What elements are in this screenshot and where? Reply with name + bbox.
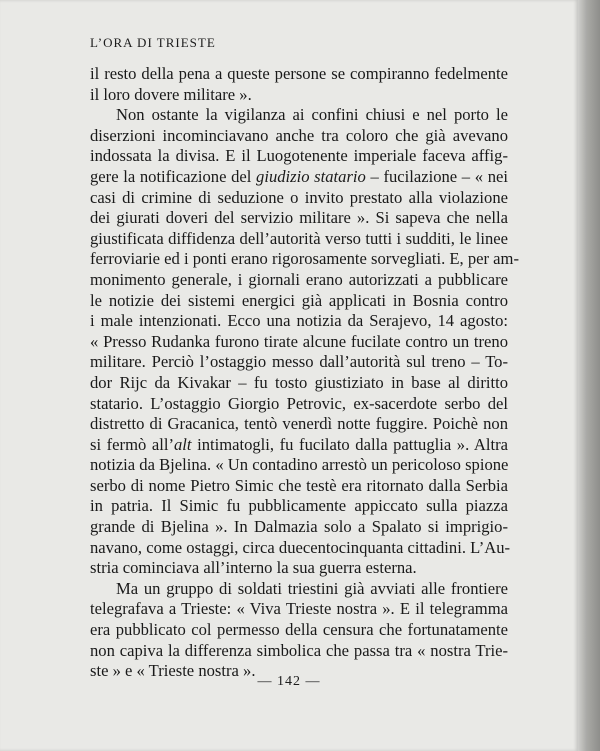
text-line: diserzioni incominciavano anche tra coloro che già avevano xyxy=(90,125,508,145)
text-line: telegrafava a Trieste: « Viva Trieste nostra ». E il telegramma xyxy=(90,599,508,619)
text-line: il resto della pena a queste persone se compiranno fedelmente xyxy=(90,64,508,83)
text-line: Ma un gruppo di soldati triestini già avviati alle frontiere xyxy=(116,578,508,598)
text-line: notizia da Bjelina. « Un contadino arrestò un pericoloso spione xyxy=(90,455,509,475)
text-line: Non ostante la vigilanza ai confini chiusi e nel porto le xyxy=(116,105,508,125)
text-line: ferroviarie ed i ponti erano rigorosamente sorvegliati. E, per am- xyxy=(90,249,519,269)
text-line: grande di Bjelina ». In Dalmazia solo a Spalato si imprigio- xyxy=(90,517,508,537)
text-line: militare. Perciò l’ostaggio messo dall’autorità sul treno – To- xyxy=(90,352,508,372)
text-line: dor Rijc da Kivakar – fu tosto giustiziato in base al diritto xyxy=(90,372,508,392)
text-line: si fermò all’alt intimatogli, fu fucilato dalla pattuglia ». Altra xyxy=(90,434,508,454)
text-line: gere la notificazione del giudizio statario – fucilazione – « nei xyxy=(90,166,508,186)
text-line: serbo di nome Pietro Simic che testè era ritornato dalla Serbia xyxy=(90,475,508,495)
text-line: « Presso Rudanka furono tirate alcune fucilate contro un treno xyxy=(90,331,508,351)
page-edge-shadow xyxy=(578,0,600,751)
text-line: distretto di Gracanica, tentò venerdì notte fuggire. Poichè non xyxy=(90,414,508,434)
text-line: casi di crimine di seduzione o invito prestato alla violazione xyxy=(90,187,508,207)
text-line: navano, come ostaggi, circa duecentocinquanta cittadini. L’Au- xyxy=(90,537,511,557)
text-line: monimento generale, i giornali erano autorizzati a pubblicare xyxy=(90,269,508,289)
text-line: i male intenzionati. Ecco una notizia da Serajevo, 14 agosto: xyxy=(90,311,508,331)
body-text xyxy=(90,64,519,682)
text-line: in patria. Il Simic fu pubblicamente appiccato sulla piazza xyxy=(90,496,508,516)
running-header: L’ORA DI TRIESTE xyxy=(90,35,216,50)
text-line: era pubblicato col permesso della censura che fortunatamente xyxy=(90,620,508,640)
text-line: indossata la divisa. E il Luogotenente imperiale faceva affig- xyxy=(90,146,508,166)
text-line: statario. L’ostaggio Giorgio Petrovic, ex-sacerdote serbo del xyxy=(90,393,508,413)
text-line: stria cominciava all’interno la sua guerra esterna. xyxy=(90,558,417,578)
text-line: giustificata diffidenza dell’autorità verso tutti i sudditi, le linee xyxy=(90,228,508,248)
page-number: — 142 — xyxy=(257,674,321,689)
text-line: non capiva la differenza simbolica che passa tra « nostra Trie- xyxy=(90,640,508,660)
text-line: il loro dovere militare ». xyxy=(90,84,252,104)
text-line: le notizie dei sistemi energici già applicati in Bosnia contro xyxy=(90,290,508,310)
text-line: dei giurati doveri del servizio militare ». Si sapeva che nella xyxy=(90,208,508,228)
text-line: ste » e « Trieste nostra ». xyxy=(90,661,256,681)
